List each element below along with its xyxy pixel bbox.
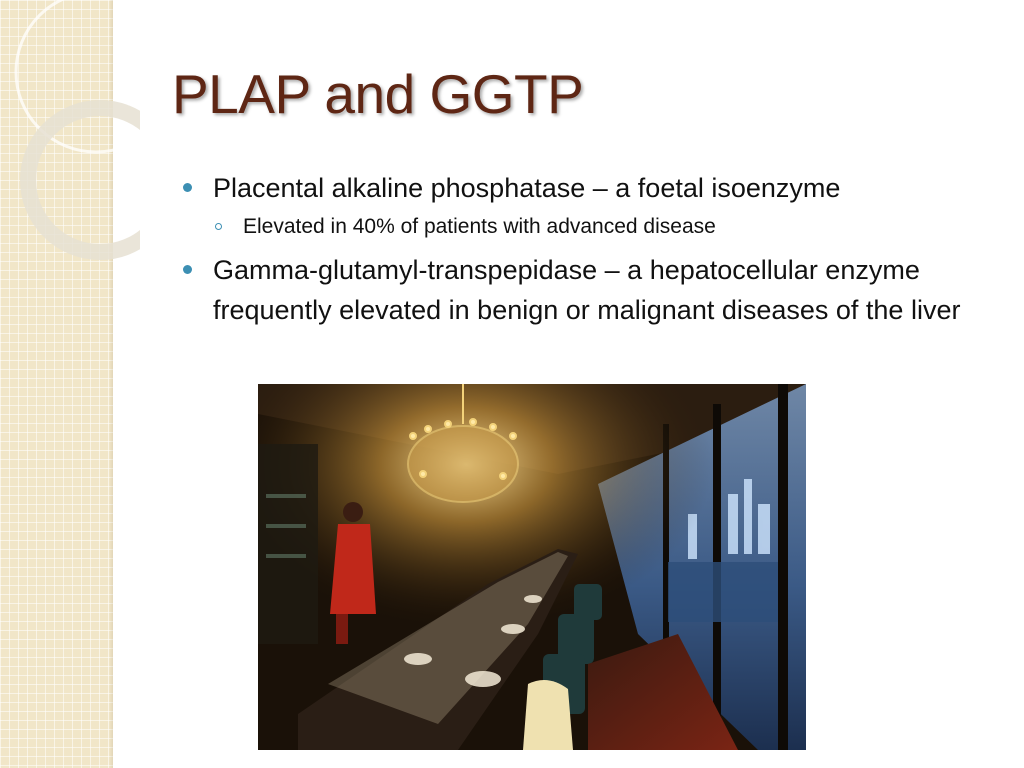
bullet-text: Placental alkaline phosphatase – a foetal isoenzyme: [213, 173, 841, 203]
restaurant-photo: [258, 384, 806, 750]
slide-title: PLAP and GGTP: [172, 63, 584, 125]
bullet-item: [183, 168, 963, 208]
decorative-rings: [0, 0, 140, 260]
sub-bullet-item: [213, 210, 963, 244]
bullet-dot-icon: [183, 265, 192, 274]
sub-bullet-text: Elevated in 40% of patients with advanced disease: [243, 215, 716, 238]
bullet-text: Gamma-glutamyl-transpepidase – a hepatocellular enzyme frequently elevated in benign or malignant diseases of the liver: [213, 255, 961, 325]
bullet-item: [183, 250, 963, 330]
restaurant-photo-illustration: [258, 384, 806, 750]
bullet-dot-icon: [183, 183, 192, 192]
bullet-list: [183, 168, 963, 330]
sub-bullet-ring-icon: [215, 223, 222, 230]
